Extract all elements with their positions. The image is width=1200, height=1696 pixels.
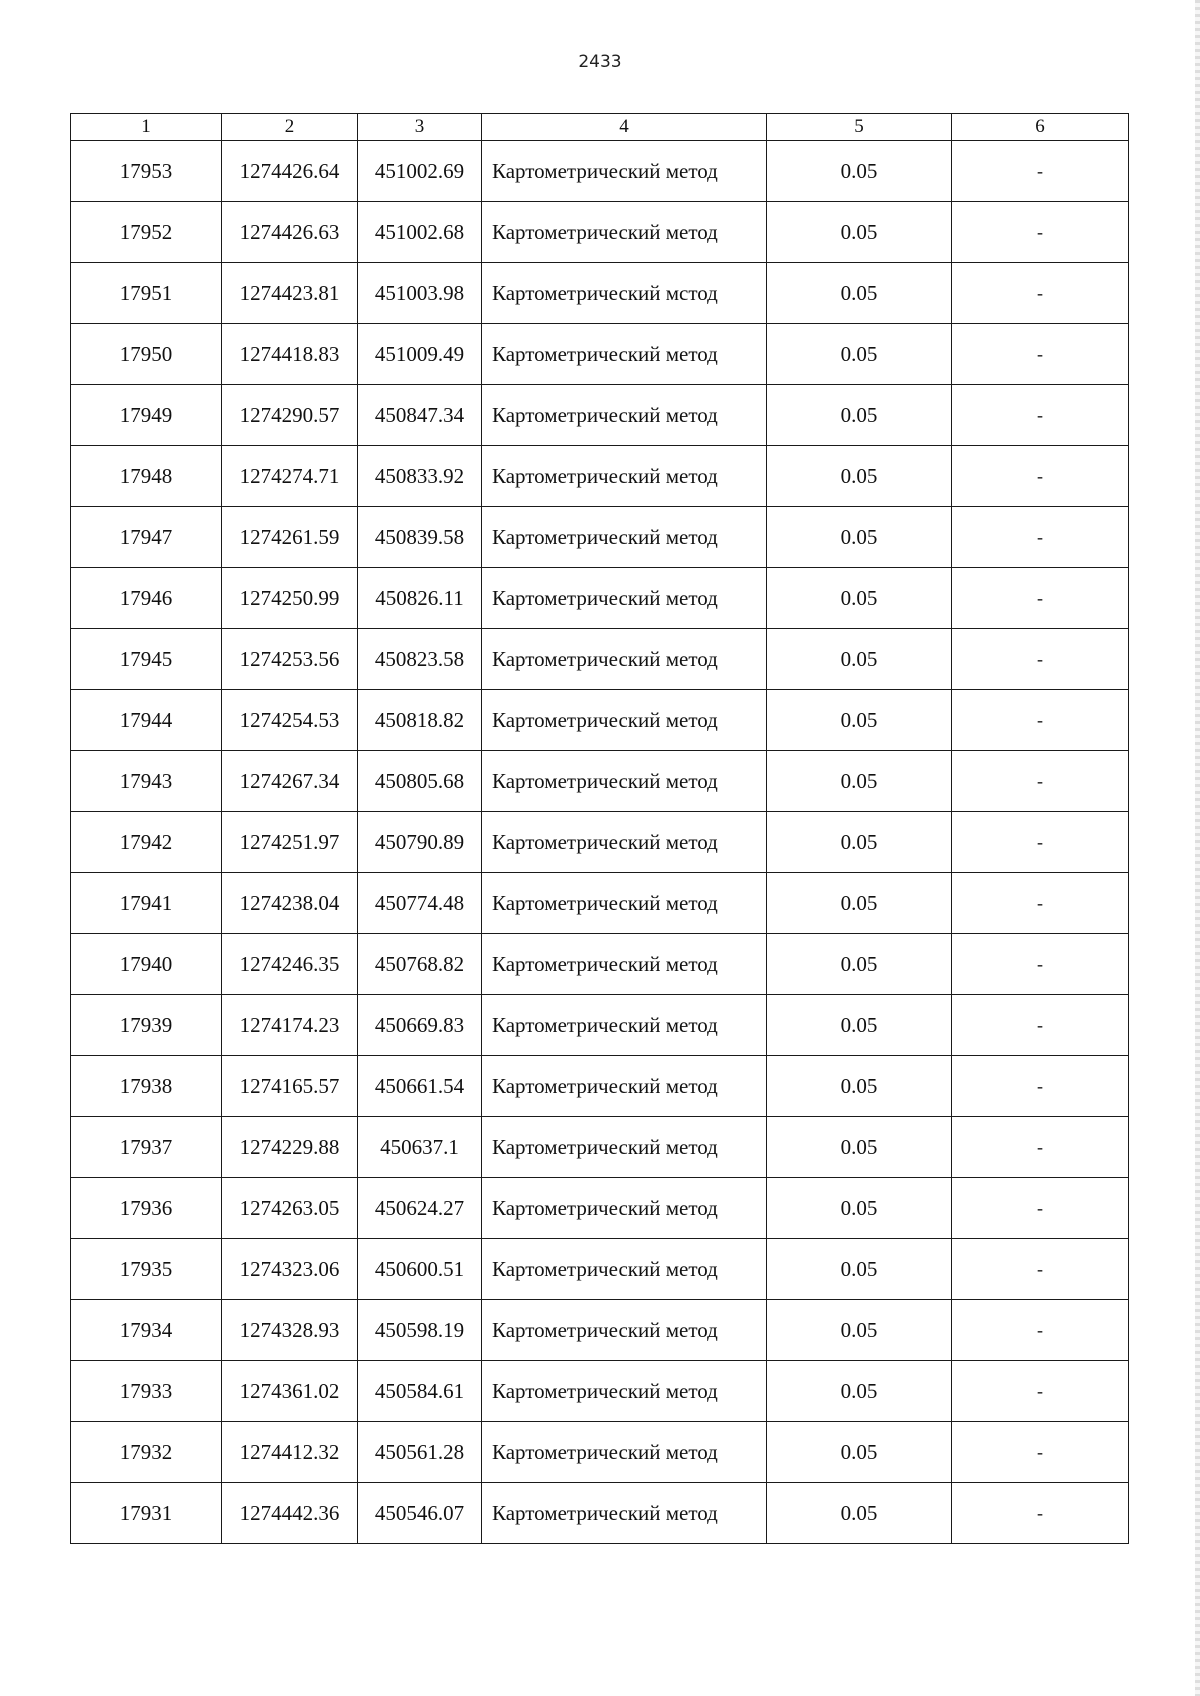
x-coordinate-cell: 1274246.35 — [222, 934, 358, 995]
x-coordinate-cell: 1274254.53 — [222, 690, 358, 751]
table-row — [71, 202, 1129, 263]
column-header: 4 — [482, 114, 767, 141]
table-row — [71, 751, 1129, 812]
accuracy-cell: 0.05 — [767, 1483, 952, 1544]
x-coordinate-cell: 1274229.88 — [222, 1117, 358, 1178]
point-number-cell: 17943 — [71, 751, 222, 812]
note-cell: - — [952, 1239, 1129, 1300]
accuracy-cell: 0.05 — [767, 202, 952, 263]
point-number-cell: 17932 — [71, 1422, 222, 1483]
table-row — [71, 385, 1129, 446]
point-number-cell: 17942 — [71, 812, 222, 873]
header-row — [71, 114, 1129, 141]
table-row — [71, 873, 1129, 934]
note-cell: - — [952, 324, 1129, 385]
accuracy-cell: 0.05 — [767, 385, 952, 446]
y-coordinate-cell: 450661.54 — [358, 1056, 482, 1117]
note-cell: - — [952, 751, 1129, 812]
accuracy-cell: 0.05 — [767, 690, 952, 751]
table-row — [71, 1361, 1129, 1422]
x-coordinate-cell: 1274426.64 — [222, 141, 358, 202]
note-cell: - — [952, 141, 1129, 202]
y-coordinate-cell: 450624.27 — [358, 1178, 482, 1239]
table-header — [71, 114, 1129, 141]
note-cell: - — [952, 568, 1129, 629]
x-coordinate-cell: 1274267.34 — [222, 751, 358, 812]
table-row — [71, 995, 1129, 1056]
point-number-cell: 17935 — [71, 1239, 222, 1300]
method-cell: Картометрический метод — [482, 629, 767, 690]
method-cell: Картометрический метод — [482, 1483, 767, 1544]
y-coordinate-cell: 450598.19 — [358, 1300, 482, 1361]
y-coordinate-cell: 450790.89 — [358, 812, 482, 873]
table-row — [71, 446, 1129, 507]
note-cell: - — [952, 1422, 1129, 1483]
note-cell: - — [952, 1300, 1129, 1361]
method-cell: Картометрический метод — [482, 934, 767, 995]
x-coordinate-cell: 1274426.63 — [222, 202, 358, 263]
table-body — [71, 141, 1129, 1544]
point-number-cell: 17948 — [71, 446, 222, 507]
method-cell: Картометрический метод — [482, 1056, 767, 1117]
x-coordinate-cell: 1274253.56 — [222, 629, 358, 690]
x-coordinate-cell: 1274442.36 — [222, 1483, 358, 1544]
point-number-cell: 17944 — [71, 690, 222, 751]
x-coordinate-cell: 1274418.83 — [222, 324, 358, 385]
point-number-cell: 17941 — [71, 873, 222, 934]
point-number-cell: 17949 — [71, 385, 222, 446]
method-cell: Картометрический метод — [482, 324, 767, 385]
method-cell: Картометрический метод — [482, 690, 767, 751]
table-row — [71, 690, 1129, 751]
table-row — [71, 812, 1129, 873]
point-number-cell: 17934 — [71, 1300, 222, 1361]
note-cell: - — [952, 995, 1129, 1056]
point-number-cell: 17951 — [71, 263, 222, 324]
y-coordinate-cell: 450561.28 — [358, 1422, 482, 1483]
accuracy-cell: 0.05 — [767, 1056, 952, 1117]
column-header: 5 — [767, 114, 952, 141]
table-row — [71, 141, 1129, 202]
point-number-cell: 17945 — [71, 629, 222, 690]
table-row — [71, 1178, 1129, 1239]
accuracy-cell: 0.05 — [767, 629, 952, 690]
method-cell: Картометрический метод — [482, 202, 767, 263]
note-cell: - — [952, 1361, 1129, 1422]
y-coordinate-cell: 451009.49 — [358, 324, 482, 385]
method-cell: Картометрический метод — [482, 1300, 767, 1361]
y-coordinate-cell: 450669.83 — [358, 995, 482, 1056]
note-cell: - — [952, 385, 1129, 446]
method-cell: Картометрический метод — [482, 1117, 767, 1178]
point-number-cell: 17931 — [71, 1483, 222, 1544]
y-coordinate-cell: 450768.82 — [358, 934, 482, 995]
note-cell: - — [952, 934, 1129, 995]
method-cell: Картометрический метод — [482, 568, 767, 629]
table-row — [71, 1422, 1129, 1483]
x-coordinate-cell: 1274250.99 — [222, 568, 358, 629]
note-cell: - — [952, 1483, 1129, 1544]
accuracy-cell: 0.05 — [767, 1178, 952, 1239]
x-coordinate-cell: 1274261.59 — [222, 507, 358, 568]
note-cell: - — [952, 1178, 1129, 1239]
x-coordinate-cell: 1274323.06 — [222, 1239, 358, 1300]
note-cell: - — [952, 507, 1129, 568]
accuracy-cell: 0.05 — [767, 873, 952, 934]
table-row — [71, 263, 1129, 324]
accuracy-cell: 0.05 — [767, 446, 952, 507]
accuracy-cell: 0.05 — [767, 1422, 952, 1483]
accuracy-cell: 0.05 — [767, 568, 952, 629]
accuracy-cell: 0.05 — [767, 934, 952, 995]
accuracy-cell: 0.05 — [767, 1239, 952, 1300]
note-cell: - — [952, 202, 1129, 263]
point-number-cell: 17940 — [71, 934, 222, 995]
y-coordinate-cell: 450805.68 — [358, 751, 482, 812]
note-cell: - — [952, 690, 1129, 751]
y-coordinate-cell: 450847.34 — [358, 385, 482, 446]
method-cell: Картометрический метод — [482, 812, 767, 873]
x-coordinate-cell: 1274361.02 — [222, 1361, 358, 1422]
accuracy-cell: 0.05 — [767, 995, 952, 1056]
x-coordinate-cell: 1274251.97 — [222, 812, 358, 873]
accuracy-cell: 0.05 — [767, 507, 952, 568]
accuracy-cell: 0.05 — [767, 1361, 952, 1422]
method-cell: Картометрический метод — [482, 873, 767, 934]
table-row — [71, 1300, 1129, 1361]
x-coordinate-cell: 1274263.05 — [222, 1178, 358, 1239]
y-coordinate-cell: 450826.11 — [358, 568, 482, 629]
column-header: 3 — [358, 114, 482, 141]
point-number-cell: 17937 — [71, 1117, 222, 1178]
note-cell: - — [952, 446, 1129, 507]
method-cell: Картометрический метод — [482, 751, 767, 812]
accuracy-cell: 0.05 — [767, 1117, 952, 1178]
table-row — [71, 324, 1129, 385]
y-coordinate-cell: 450774.48 — [358, 873, 482, 934]
accuracy-cell: 0.05 — [767, 751, 952, 812]
table-row — [71, 507, 1129, 568]
table-row — [71, 1117, 1129, 1178]
table-row — [71, 568, 1129, 629]
point-number-cell: 17939 — [71, 995, 222, 1056]
x-coordinate-cell: 1274412.32 — [222, 1422, 358, 1483]
x-coordinate-cell: 1274174.23 — [222, 995, 358, 1056]
coordinates-table — [70, 113, 1129, 1544]
x-coordinate-cell: 1274423.81 — [222, 263, 358, 324]
x-coordinate-cell: 1274274.71 — [222, 446, 358, 507]
table-row — [71, 1239, 1129, 1300]
scan-edge — [1195, 0, 1200, 1696]
accuracy-cell: 0.05 — [767, 812, 952, 873]
y-coordinate-cell: 450637.1 — [358, 1117, 482, 1178]
accuracy-cell: 0.05 — [767, 263, 952, 324]
note-cell: - — [952, 812, 1129, 873]
method-cell: Картометрический метод — [482, 1422, 767, 1483]
point-number-cell: 17952 — [71, 202, 222, 263]
x-coordinate-cell: 1274290.57 — [222, 385, 358, 446]
column-header: 2 — [222, 114, 358, 141]
accuracy-cell: 0.05 — [767, 1300, 952, 1361]
point-number-cell: 17953 — [71, 141, 222, 202]
table-row — [71, 934, 1129, 995]
page-number: 2433 — [578, 52, 622, 72]
note-cell: - — [952, 263, 1129, 324]
y-coordinate-cell: 450833.92 — [358, 446, 482, 507]
table-row — [71, 1483, 1129, 1544]
y-coordinate-cell: 450584.61 — [358, 1361, 482, 1422]
y-coordinate-cell: 451002.69 — [358, 141, 482, 202]
table-row — [71, 629, 1129, 690]
y-coordinate-cell: 450823.58 — [358, 629, 482, 690]
y-coordinate-cell: 450546.07 — [358, 1483, 482, 1544]
note-cell: - — [952, 629, 1129, 690]
column-header: 6 — [952, 114, 1129, 141]
point-number-cell: 17936 — [71, 1178, 222, 1239]
table-row — [71, 1056, 1129, 1117]
column-header: 1 — [71, 114, 222, 141]
note-cell: - — [952, 1117, 1129, 1178]
accuracy-cell: 0.05 — [767, 324, 952, 385]
method-cell: Картометрический метод — [482, 1239, 767, 1300]
accuracy-cell: 0.05 — [767, 141, 952, 202]
method-cell: Картометрический мстод — [482, 263, 767, 324]
method-cell: Картометрический метод — [482, 995, 767, 1056]
method-cell: Картометрический метод — [482, 507, 767, 568]
y-coordinate-cell: 450839.58 — [358, 507, 482, 568]
y-coordinate-cell: 451002.68 — [358, 202, 482, 263]
method-cell: Картометрический метод — [482, 141, 767, 202]
y-coordinate-cell: 450818.82 — [358, 690, 482, 751]
x-coordinate-cell: 1274328.93 — [222, 1300, 358, 1361]
point-number-cell: 17933 — [71, 1361, 222, 1422]
method-cell: Картометрический метод — [482, 446, 767, 507]
x-coordinate-cell: 1274238.04 — [222, 873, 358, 934]
y-coordinate-cell: 450600.51 — [358, 1239, 482, 1300]
point-number-cell: 17946 — [71, 568, 222, 629]
point-number-cell: 17947 — [71, 507, 222, 568]
note-cell: - — [952, 1056, 1129, 1117]
point-number-cell: 17938 — [71, 1056, 222, 1117]
method-cell: Картометрический метод — [482, 385, 767, 446]
x-coordinate-cell: 1274165.57 — [222, 1056, 358, 1117]
note-cell: - — [952, 873, 1129, 934]
point-number-cell: 17950 — [71, 324, 222, 385]
y-coordinate-cell: 451003.98 — [358, 263, 482, 324]
method-cell: Картометрический метод — [482, 1178, 767, 1239]
method-cell: Картометрический метод — [482, 1361, 767, 1422]
